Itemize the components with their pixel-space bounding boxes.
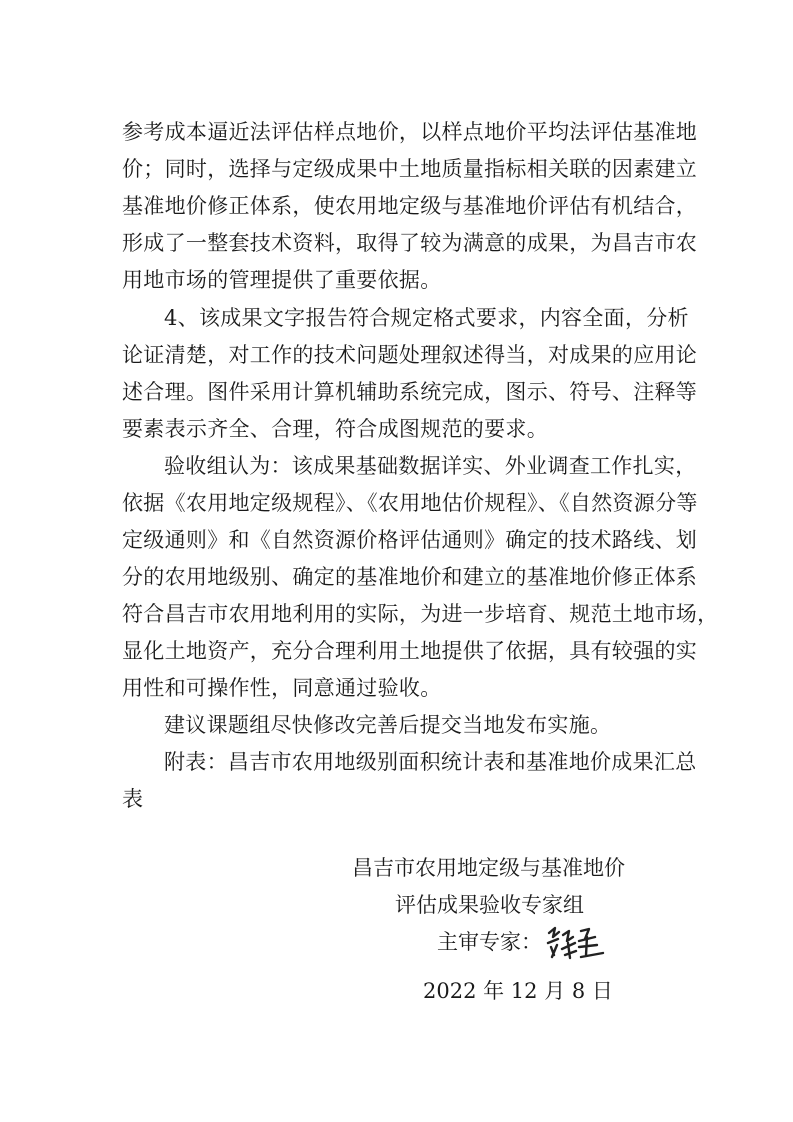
body-line-15: 显化土地资产，充分合理利用土地提供了依据，具有较强的实 — [122, 639, 698, 663]
body-line-6: 4、该成果文字报告符合规定格式要求，内容全面，分析 — [164, 306, 689, 330]
body-line-13: 分的农用地级别、确定的基准地价和建立的基准地价修正体系 — [122, 565, 698, 589]
signature-org-line-1: 昌吉市农用地定级与基准地价 — [352, 856, 625, 880]
body-line-1: 参考成本逼近法评估样点地价，以样点地价平均法评估基准地 — [122, 120, 698, 144]
body-line-5: 用地市场的管理提供了重要依据。 — [122, 268, 442, 292]
body-line-18: 附表：昌吉市农用地级别面积统计表和基准地价成果汇总 — [164, 750, 697, 774]
body-line-14: 符合昌吉市农用地利用的实际，为进一步培育、规范土地市场， — [122, 602, 719, 626]
body-line-3: 基准地价修正体系，使农用地定级与基准地价评估有机结合， — [122, 194, 698, 218]
body-line-19: 表 — [122, 787, 144, 811]
signature-org-line-2: 评估成果验收专家组 — [395, 893, 584, 917]
body-line-9: 要素表示齐全、合理，符合成图规范的要求。 — [122, 417, 548, 441]
signature-date: 2022 年 12 月 8 日 — [423, 979, 613, 1003]
handwritten-signature — [545, 925, 607, 961]
body-line-11: 依据《农用地定级规程》、《农用地估价规程》、《自然资源分等 — [122, 491, 698, 515]
body-line-17: 建议课题组尽快修改完善后提交当地发布实施。 — [164, 713, 612, 737]
body-line-7: 论证清楚，对工作的技术问题处理叙述得当，对成果的应用论 — [122, 343, 698, 367]
body-line-2: 价；同时，选择与定级成果中土地质量指标相关联的因素建立 — [122, 157, 698, 181]
body-line-4: 形成了一整套技术资料，取得了较为满意的成果，为昌吉市农 — [122, 231, 698, 255]
body-line-10: 验收组认为：该成果基础数据详实、外业调查工作扎实， — [164, 454, 697, 478]
body-line-8: 述合理。图件采用计算机辅助系统完成，图示、符号、注释等 — [122, 380, 698, 404]
body-line-16: 用性和可操作性，同意通过验收。 — [122, 676, 442, 700]
body-line-12: 定级通则》和《自然资源价格评估通则》确定的技术路线、划 — [122, 528, 698, 552]
reviewer-label: 主审专家： — [437, 930, 542, 954]
